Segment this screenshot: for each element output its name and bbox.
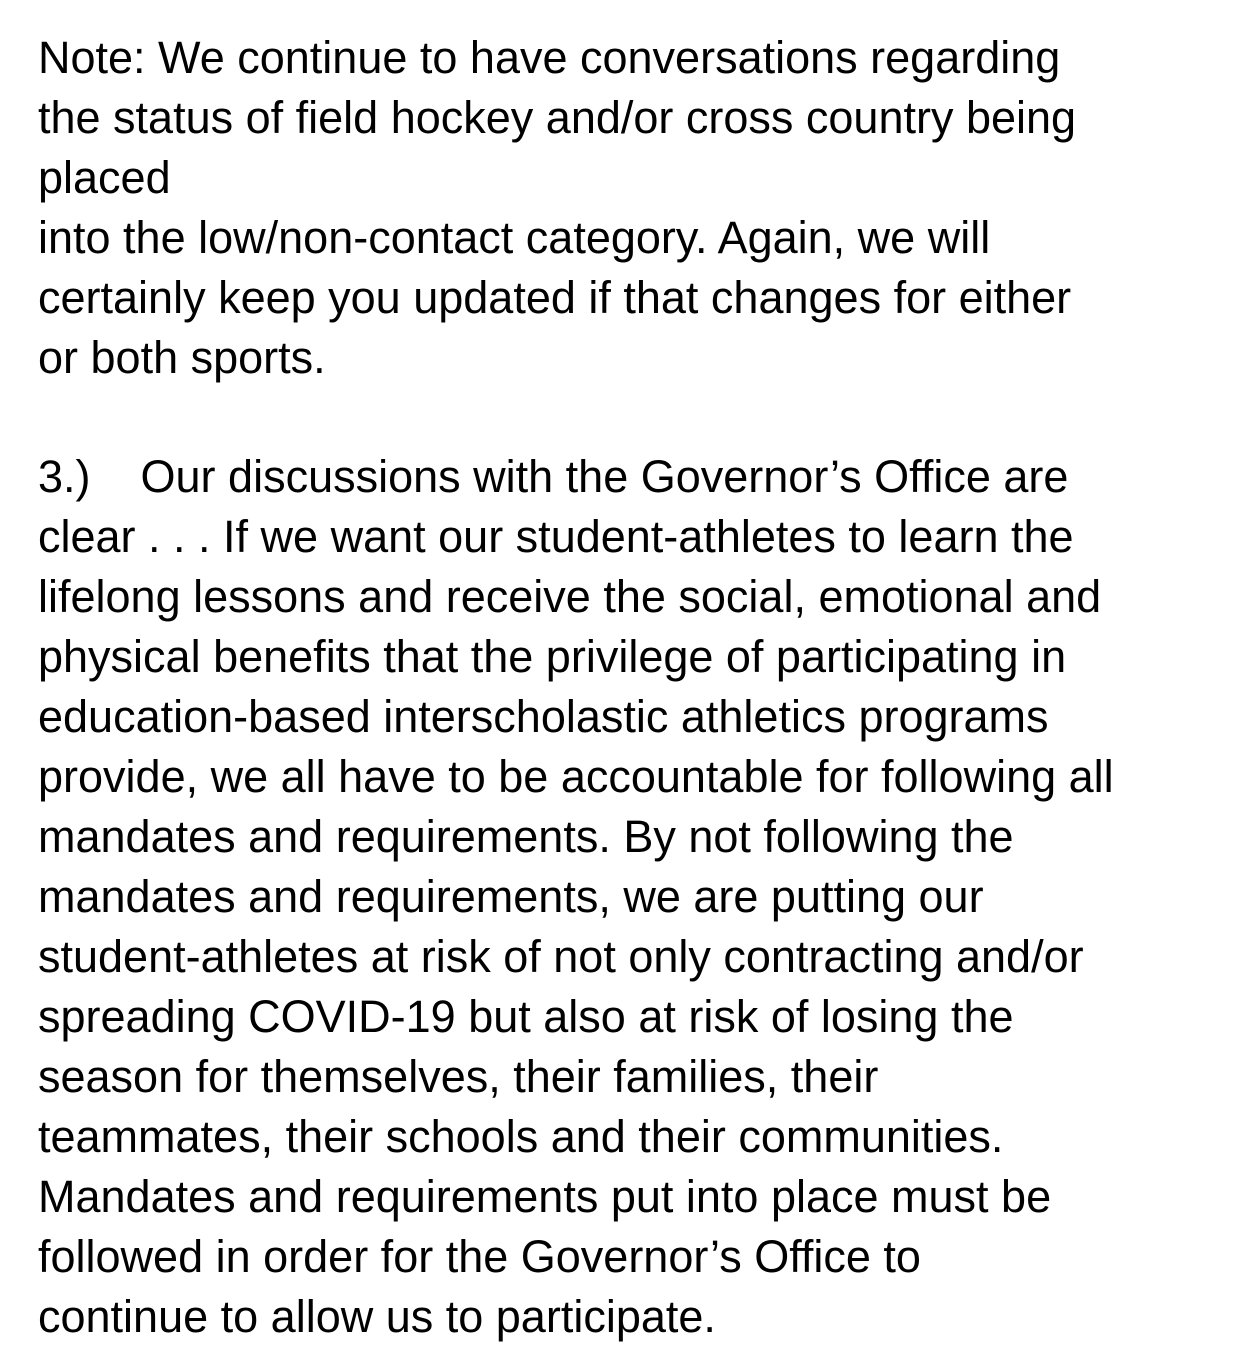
point-3-line: mandates and requirements, we are putting our (38, 871, 984, 922)
note-line: into the low/non-contact category. Again, we will (38, 212, 991, 263)
point-3-line: mandates and requirements. By not following the (38, 811, 1014, 862)
point-3-line: physical benefits that the privilege of participating in (38, 631, 1067, 682)
point-3-line: student-athletes at risk of not only contracting and/or (38, 931, 1084, 982)
point-3-line: spreading COVID-19 but also at risk of losing the (38, 991, 1014, 1042)
point-3-line: clear . . . If we want our student-athletes to learn the (38, 511, 1074, 562)
point-3-line: teammates, their schools and their communities. (38, 1111, 1004, 1162)
point-3-line: 3.) Our discussions with the Governor’s Office are (38, 451, 1069, 502)
point-3-line: lifelong lessons and receive the social, emotional and (38, 571, 1102, 622)
note-paragraph (38, 28, 1228, 388)
note-line: certainly keep you updated if that changes for either (38, 272, 1072, 323)
point-3-line: season for themselves, their families, their (38, 1051, 879, 1102)
point-3-line: followed in order for the Governor’s Office to (38, 1231, 921, 1282)
point-3-line: Mandates and requirements put into place must be (38, 1171, 1052, 1222)
point-3-line: education-based interscholastic athletics programs (38, 691, 1049, 742)
note-line: Note: We continue to have conversations regarding (38, 32, 1061, 83)
note-line: placed (38, 152, 171, 203)
point-3-line: provide, we all have to be accountable for following all (38, 751, 1114, 802)
point-3-line: continue to allow us to participate. (38, 1291, 716, 1342)
note-line: or both sports. (38, 332, 326, 383)
point-3-paragraph (38, 447, 1228, 1347)
note-line: the status of field hockey and/or cross country being (38, 92, 1077, 143)
